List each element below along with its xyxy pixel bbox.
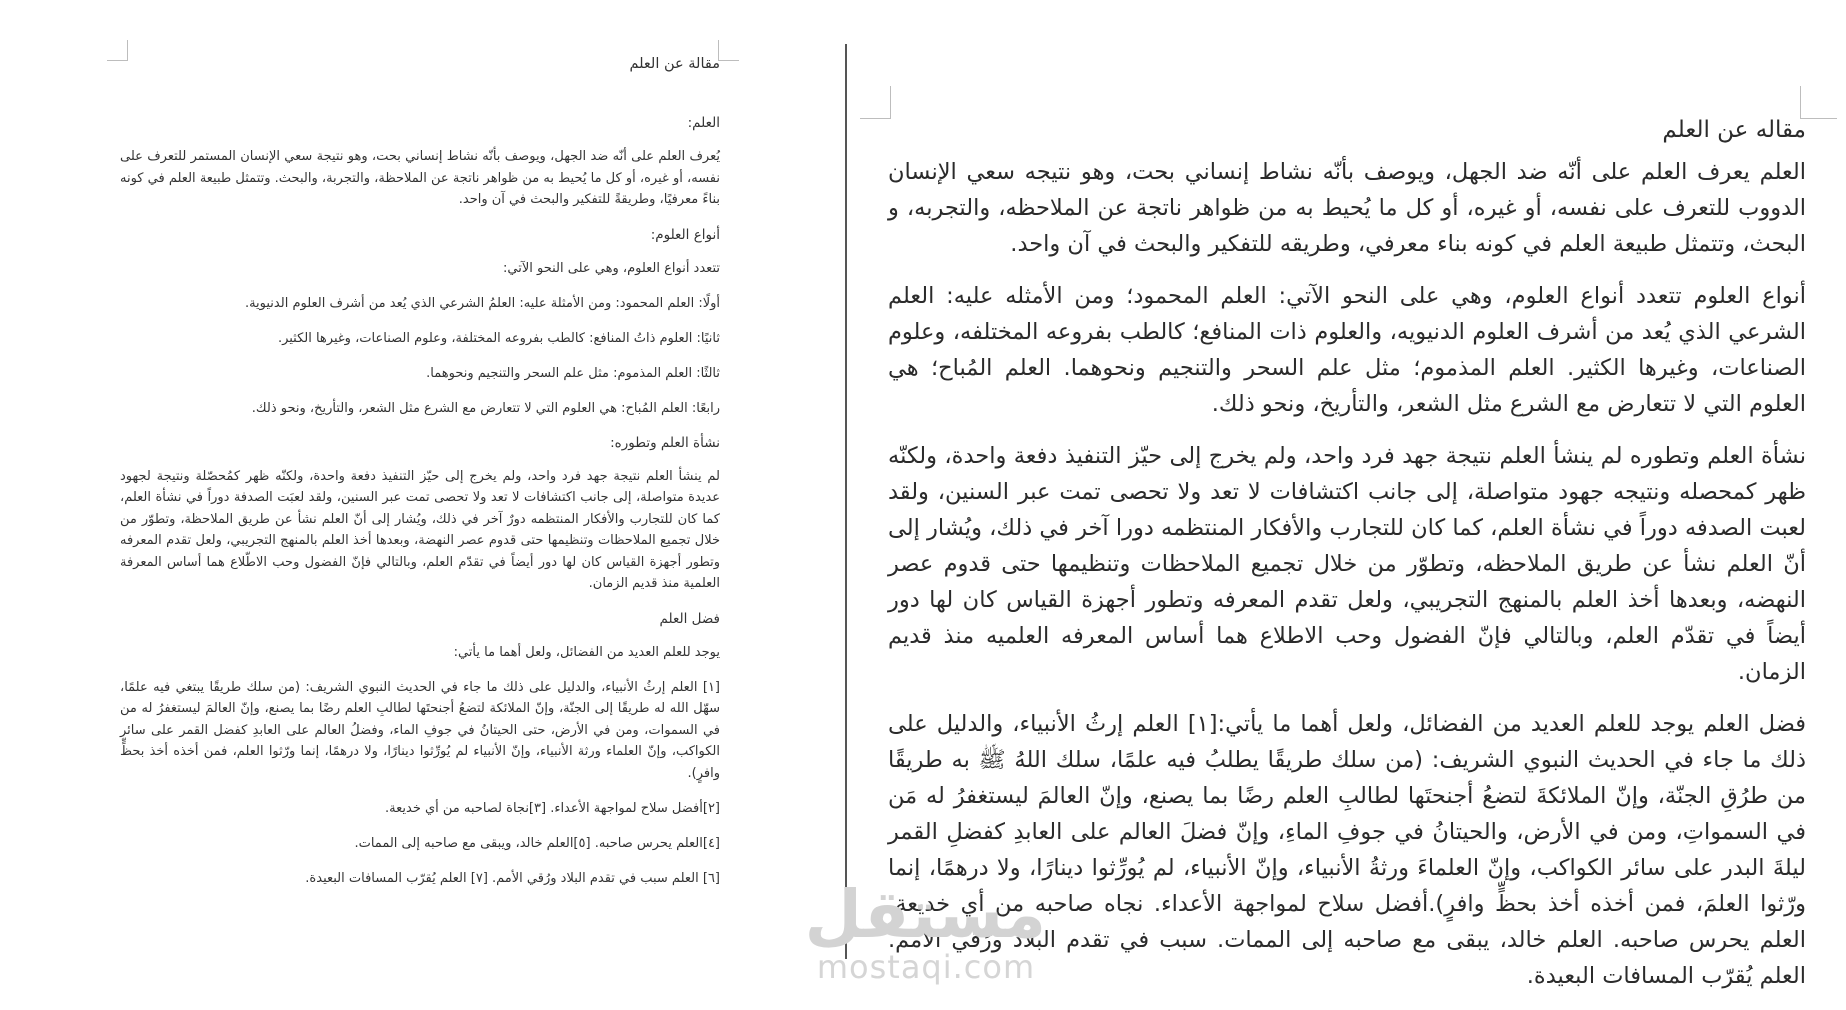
paragraph-right-2: أنواع العلوم تتعدد أنواع العلوم، وهي على النحو الآتي: العلم المحمود؛ ومن الأمثله عليه: العلم الشرعي الذي يُعد من أشرف العلوم الدنيويه، والعلوم ذات المنافع؛ كالطب بفروعه المختلفه، وعلوم الصناعات، وغيرها الكثير. العلم المذموم؛ مثل علم السحر والتنجيم ونحوهما. العلم المُباح؛ هي العلوم التي لا تتعارض مع الشرع مثل الشعر، والتأريخ، ونحو ذلك. [888,283,1806,417]
heading-science: العلم: [687,115,720,131]
left-document-title: مقالة عن العلم [629,56,720,72]
paragraph-type-2: ثانيًا: العلوم ذاتُ المنافع: كالطب بفروعه المختلفة، وعلوم الصناعات، وغيرها الكثير. [277,330,720,346]
heading-origin: نشأة العلم وتطوره: [610,434,720,451]
watermark-text: mostaqi.com [816,948,1036,986]
watermark-logo: مستقل [804,876,1046,953]
page-divider [845,44,847,959]
paragraph-virtue-intro: يوجد للعلم العديد من الفضائل، ولعل أهما ما يأتي: [453,644,720,660]
right-document [888,112,1806,1010]
paragraph-virtue-2: [٢]أفضل سلاح لمواجهة الأعداء. [٣]نجاة لصاحبه من أي خديعة. [385,801,720,816]
paragraph-types-intro: تتعدد أنواع العلوم، وهي على النحو الآتي: [503,260,720,276]
margin-corner-mark [860,86,891,119]
right-document-title: مقاله عن العلم [1662,117,1806,143]
paragraph-virtue-3: [٤]العلم يحرس صاحبه. [٥]العلم خالد، ويبقى مع صاحبه إلى الممات. [354,836,720,851]
margin-corner-mark [718,40,739,61]
paragraph-type-4: رابعًا: العلم المُباح: هي العلوم التي لا تتعارض مع الشرع مثل الشعر، والتأريخ، ونحو ذلك. [251,400,720,416]
paragraph-definition: يُعرف العلم على أنّه ضد الجهل، ويوصف بأنّه نشاط إنساني بحت، وهو نتيجة سعي الإنسان المستمر للتعرف على نفسه، أو غيره، أو كل ما يُحيط به من ظواهر ناتجة عن الملاحظة، والتجربة، والبحث. وتتمثل طبيعة العلم في كونه بناءً معرفيًا، وطريقةً للتفكير والبحث في آن واحد. [120,149,720,207]
paragraph-virtue-1: [١] العلم إرثُ الأنبياء، والدليل على ذلك ما جاء في الحديث النبوي الشريف: (من سلك طريقًا يبتغي فيه علمًا، سهّل الله له طريقًا إلى الجنّة، وإنّ الملائكة لتضعُ أجنحتَها لطالبِ العلم رضًا بما يصنع، وإنّ العالمَ ليستغفرُ له من في السموات، ومن في الأرض، حتى الحيتانُ في جوفِ الماء، وفضلُ العالم على العابدِ كفضل القمر على سائر الكواكب، وإنّ العلماء ورثة الأنبياء، وإنّ الأنبياء لم يُورِّثوا دينارًا، ولا درهمًا، إنما ورّثوا العلم، فمن أخذه أخذ بحظٍّ وافرٍ). [120,679,720,781]
left-page [0,0,846,1001]
heading-virtue: فضل العلم [659,610,720,627]
paragraph-type-3: ثالثًا: العلم المذموم: مثل علم السحر والتنجيم ونحوهما. [426,365,720,381]
paragraph-virtue-4: [٦] العلم سبب في تقدم البلاد ورُقي الأمم. [٧] العلم يُقرّب المسافات البعيدة. [305,871,720,886]
paragraph-right-3: نشأة العلم وتطوره لم ينشأ العلم نتيجة جهد فرد واحد، ولم يخرج إلى حيّز التنفيذ دفعة واحدة، ولكنّه ظهر كمحصله ونتيجه جهود متواصلة، إلى جانب اكتشافات لا تعد ولا تحصى تمت عبر السنين، ولقد لعبت الصدفه دوراً في نشأة العلم، كما كان للتجارب والأفكار المنتظمه دورا آخر في ذلك، ويُشار إلى أنّ العلم نشأ عن طريق الملاحظه، وتطوّر من خلال تجميع الملاحظات وتنظيمها حتى قدوم عصر النهضه، وبعدها أخذ العلم بالمنهج التجريبي، ولعل تقدم المعرفه وتطور أجهزة القياس كان لها دور أيضاً في تقدّم العلم، وبالتالي فإنّ الفضول وحب الاطلاع هما أساس المعرفه العلميه منذ قديم الزمان. [888,443,1806,685]
left-document [120,54,720,903]
paragraph-origin: لم ينشأ العلم نتيجة جهد فرد واحد، ولم يخرج إلى حيّز التنفيذ دفعة واحدة، ولكنّه ظهر كمُحصّلة ونتيجة لجهود عديدة متواصلة، إلى جانب اكتشافات لا تعد ولا تحصى تمت عبر السنين، ولقد لعبَت الصدفة دوراً في نشأة العلم، كما كان للتجارب والأفكار المنتظمه دورٌ آخر في ذلك، ويُشار إلى أنّ العلم نشأ عن طريق الملاحظة، وتطوّر من خلال تجميع الملاحظات وتنظيمها حتى قدوم عصر النهضة، وبعدها أخذ العلم بالمنهج التجريبي، ولعل تقدم المعرفه وتطور أجهزة القياس كان لها دور أيضاً في تقدّم العلم، وبالتالي فإنّ الفضول وحب الاطّلاع هما أساس المعرفة العلمية منذ قديم الزمان. [120,468,720,591]
paragraph-right-4: فضل العلم يوجد للعلم العديد من الفضائل، ولعل أهما ما يأتي:[١] العلم إرثُ الأنبياء، والدليل على ذلك ما جاء في الحديث النبوي الشريف: (من سلك طريقًا يطلبُ فيه علمًا، سلك اللهُ ﷺ به طريقًا من طرُقِ الجنّة، وإنّ الملائكةَ لتضعُ أجنحتَها لطالبِ العلم رضًا بما يصنع، وإنّ العالمَ ليستغفرُ له مَن في السمواتِ، ومن في الأرض، والحيتانُ في جوفِ الماءِ، وإنّ فضلَ العالم على العابدِ كفضلِ القمر ليلةَ البدر على سائر الكواكب، وإنّ العلماءَ ورثةُ الأنبياء، وإنّ الأنبياء، لم يُورِّثوا دينارًا، ولا درهمًا، إنما ورّثوا العلمَ، فمن أخذه أخذ بحظٍّ وافرٍ).أفضل سلاح لمواجهة الأعداء. نجاه صاحبه من أي خديعة. العلم يحرس صاحبه. العلم خالد، يبقى مع صاحبه إلى الممات. سبب في تقدم البلاد ورُقي الأمم. العلم يُقرّب المسافات البعيدة. [888,711,1806,989]
paragraph-right-1: العلم يعرف العلم على أنّه ضد الجهل، ويوصف بأنّه نشاط إنساني بحت، وهو نتيجه سعي الإنسان الدووب للتعرف على نفسه، أو غيره، أو كل ما يُحيط به من ظواهر ناتجة عن الملاحظه، والتجربه، و البحث، وتتمثل طبيعة العلم في كونه بناء معرفي، وطريقه للتفكير والبحث في آن واحد. [888,159,1806,257]
paragraph-type-1: أولًا: العلم المحمود: ومن الأمثلة عليه: العلمُ الشرعي الذي يُعد من أشرف العلوم الدنيوية. [244,295,720,311]
heading-types: أنواع العلوم: [650,226,720,243]
